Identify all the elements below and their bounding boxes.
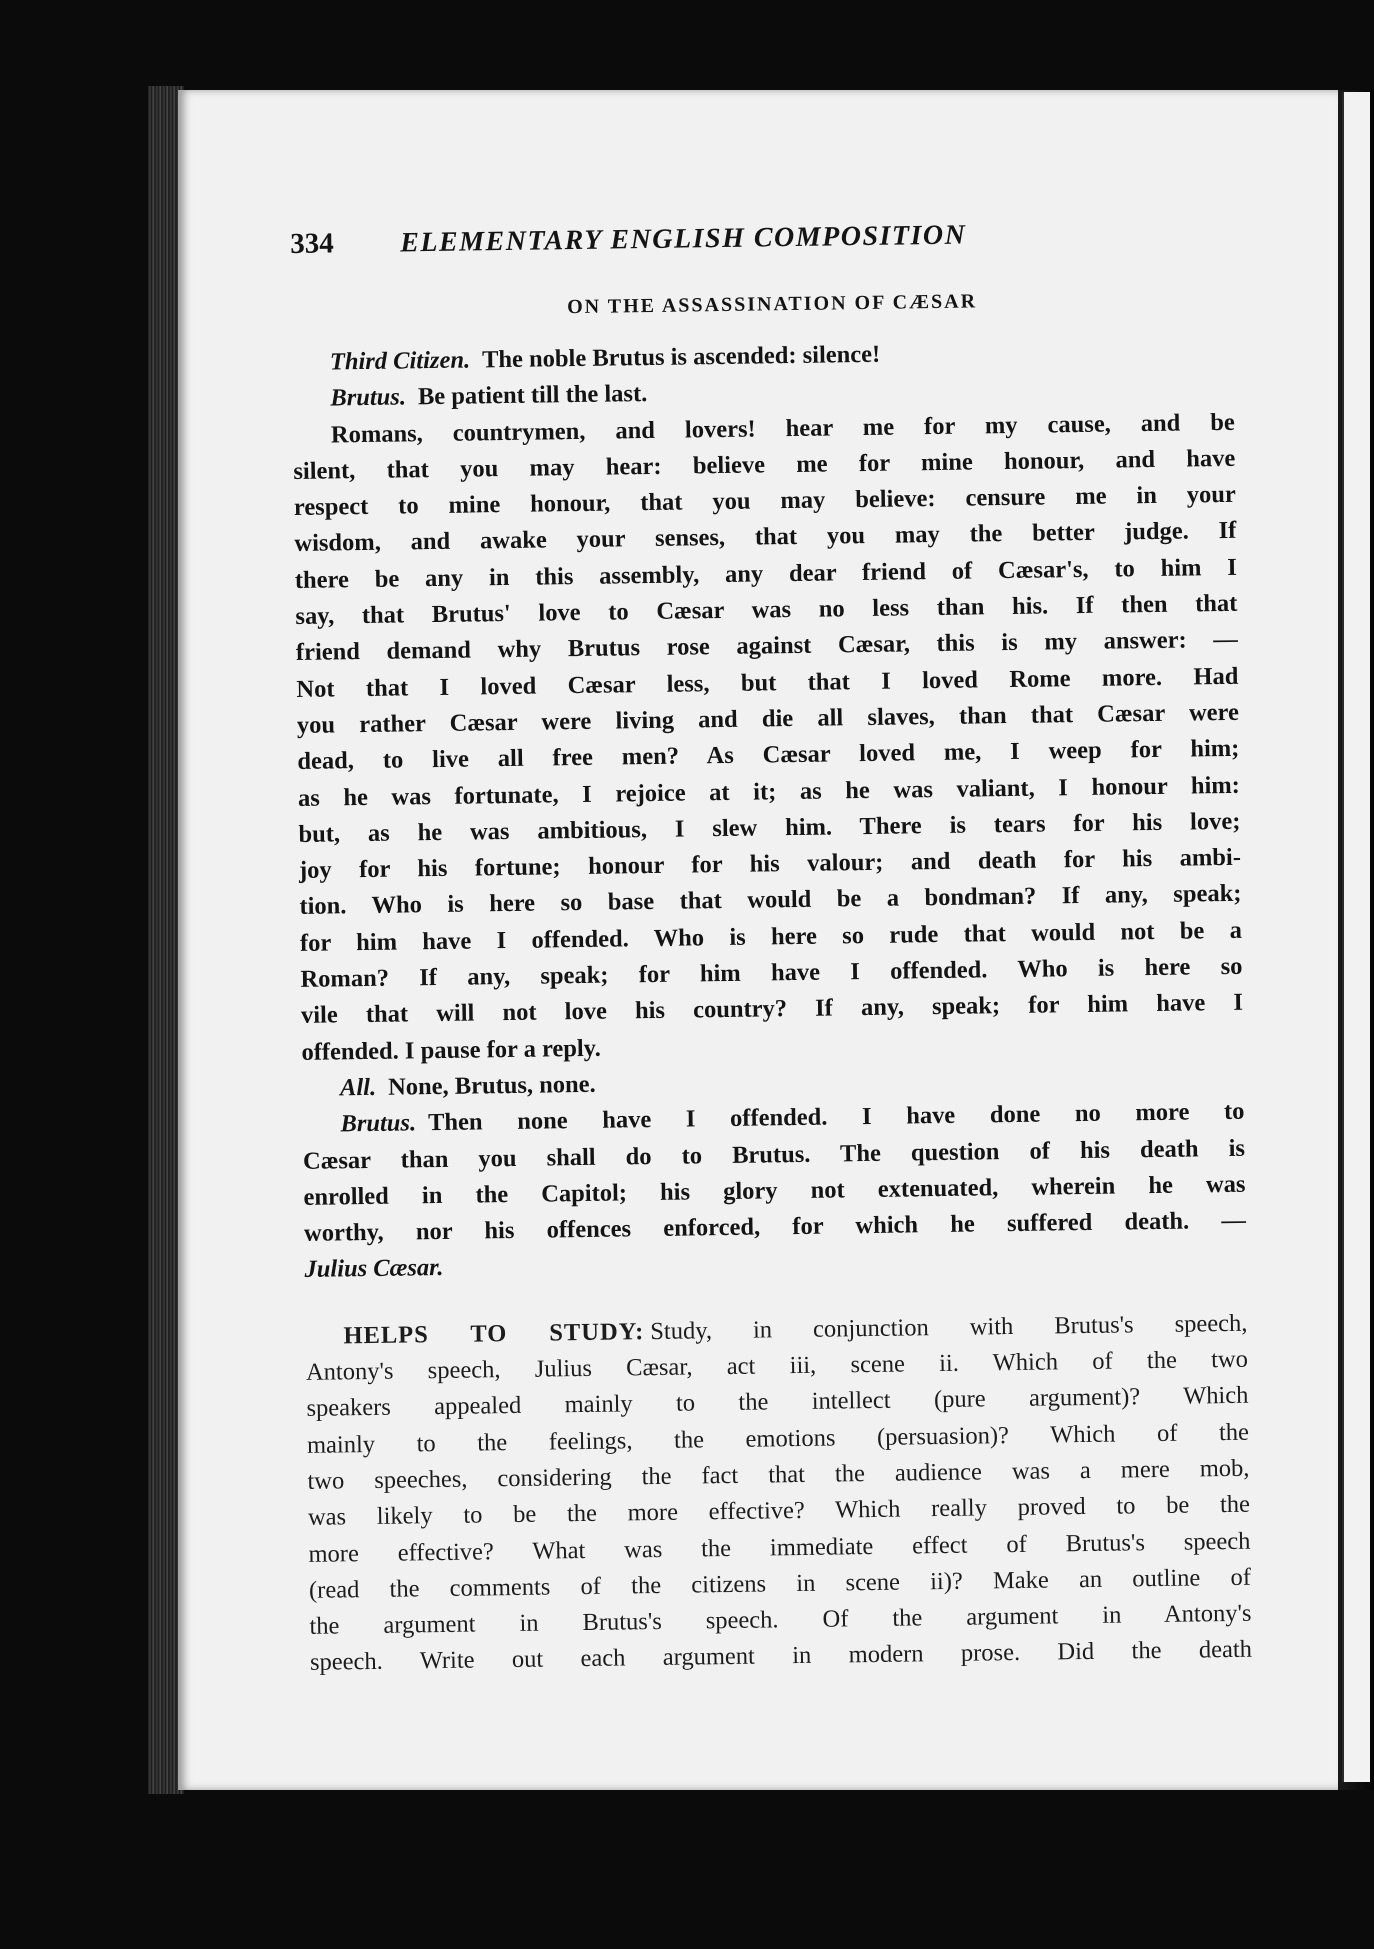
speaker-name: All. xyxy=(339,1073,377,1102)
brutus-reply xyxy=(302,1094,1246,1289)
reply-line: worthy, nor his offences enforced, for which he suffered death. — xyxy=(303,1206,1247,1248)
speech-line: tion. Who is here so base that would be a bondman? If any, speak; xyxy=(299,880,1242,921)
speech-line: say, that Brutus' love to Cæsar was no less than his. If then that xyxy=(295,589,1238,631)
helps-line: more effective? What was the immediate effect of Brutus's speech xyxy=(308,1527,1251,1568)
dialogue-text: Then none have I offended. I have done no more to xyxy=(427,1097,1245,1137)
book-page xyxy=(178,90,1338,1790)
speech-line: you rather Cæsar were living and die all slaves, than that Cæsar were xyxy=(296,698,1240,739)
page-content xyxy=(290,215,1252,1682)
speech-line: Romans, countrymen, and lovers! hear me for my cause, and be xyxy=(330,408,1235,449)
dialogue-text: None, Brutus, none. xyxy=(387,1070,596,1101)
speaker-name: Third Citizen. xyxy=(329,346,471,376)
section-heading: ON THE ASSASSINATION OF CÆSAR xyxy=(566,290,978,319)
helps-line: the argument in Brutus's speech. Of the argument in Antony's xyxy=(309,1599,1252,1640)
speech-line: as he was fortunate, I rejoice at it; as he was valiant, I honour him: xyxy=(297,771,1241,812)
speech-line: silent, that you may hear: believe me for mine honour, and have xyxy=(293,444,1236,485)
speech-line: dead, to live all free men? As Cæsar loved me, I weep for him; xyxy=(297,735,1240,776)
helps-label: HELPS TO STUDY: xyxy=(343,1317,645,1350)
reply-line: enrolled in the Capitol; his glory not extenuated, wherein he was xyxy=(303,1170,1246,1211)
dialogue-text: The noble Brutus is ascended: silence! xyxy=(481,340,881,374)
dialogue-text: Be patient till the last. xyxy=(417,380,648,411)
helps-line: was likely to be the more effective? Which really proved to be the xyxy=(307,1490,1251,1532)
speech-line: offended. I pause for a reply. xyxy=(301,1034,601,1066)
helps-text: Study, in conjunction with Brutus's speech, xyxy=(650,1309,1248,1345)
speech-line: friend demand why Brutus rose against Cæsar, this is my answer: — xyxy=(295,626,1239,667)
helps-line: mainly to the feelings, the emotions (persuasion)? Which of the xyxy=(306,1418,1250,1459)
speech-line: for him have I offended. Who is here so rude that would not be a xyxy=(299,916,1243,957)
brutus-speech xyxy=(293,404,1244,1070)
helps-to-study xyxy=(305,1305,1252,1681)
source-citation: Julius Cæsar. xyxy=(304,1254,444,1284)
speech-line: joy for his fortune; honour for his valour; and death for his ambi- xyxy=(298,843,1242,885)
running-head xyxy=(290,215,1233,272)
helps-line: speech. Write out each argument in modern prose. Did the death xyxy=(309,1636,1253,1677)
helps-line: two speeches, considering the fact that the audience was a mere mob, xyxy=(307,1454,1250,1495)
helps-line: speakers appealed mainly to the intellect (pure argument)? Which xyxy=(306,1382,1249,1423)
page-number: 334 xyxy=(290,227,334,260)
speech-line: wisdom, and awake your senses, that you may the better judge. If xyxy=(294,517,1237,558)
helps-line: (read the comments of the citizens in scene ii)? Make an outline of xyxy=(308,1563,1252,1604)
speaker-name: Brutus. xyxy=(330,383,407,412)
helps-line: Antony's speech, Julius Cæsar, act iii, scene ii. Which of the two xyxy=(305,1345,1249,1386)
speech-line: Not that I loved Cæsar less, but that I loved Rome more. Had xyxy=(296,662,1239,703)
book-title: ELEMENTARY ENGLISH COMPOSITION xyxy=(400,219,967,259)
speaker-name: Brutus. xyxy=(340,1109,417,1138)
speech-line: vile that will not love his country? If any, speak; for him have I xyxy=(300,989,1244,1030)
reply-line: Cæsar than you shall do to Brutus. The question of his death is xyxy=(302,1134,1246,1175)
speech-line: respect to mine honour, that you may believe: censure me in your xyxy=(293,481,1237,522)
speech-line: there be any in this assembly, any dear friend of Cæsar's, to him I xyxy=(294,553,1238,594)
facing-page-edge xyxy=(1342,92,1370,1782)
speech-line: but, as he was ambitious, I slew him. There is tears for his love; xyxy=(298,807,1241,848)
speech-line: Roman? If any, speak; for him have I offended. Who is here so xyxy=(300,952,1243,993)
